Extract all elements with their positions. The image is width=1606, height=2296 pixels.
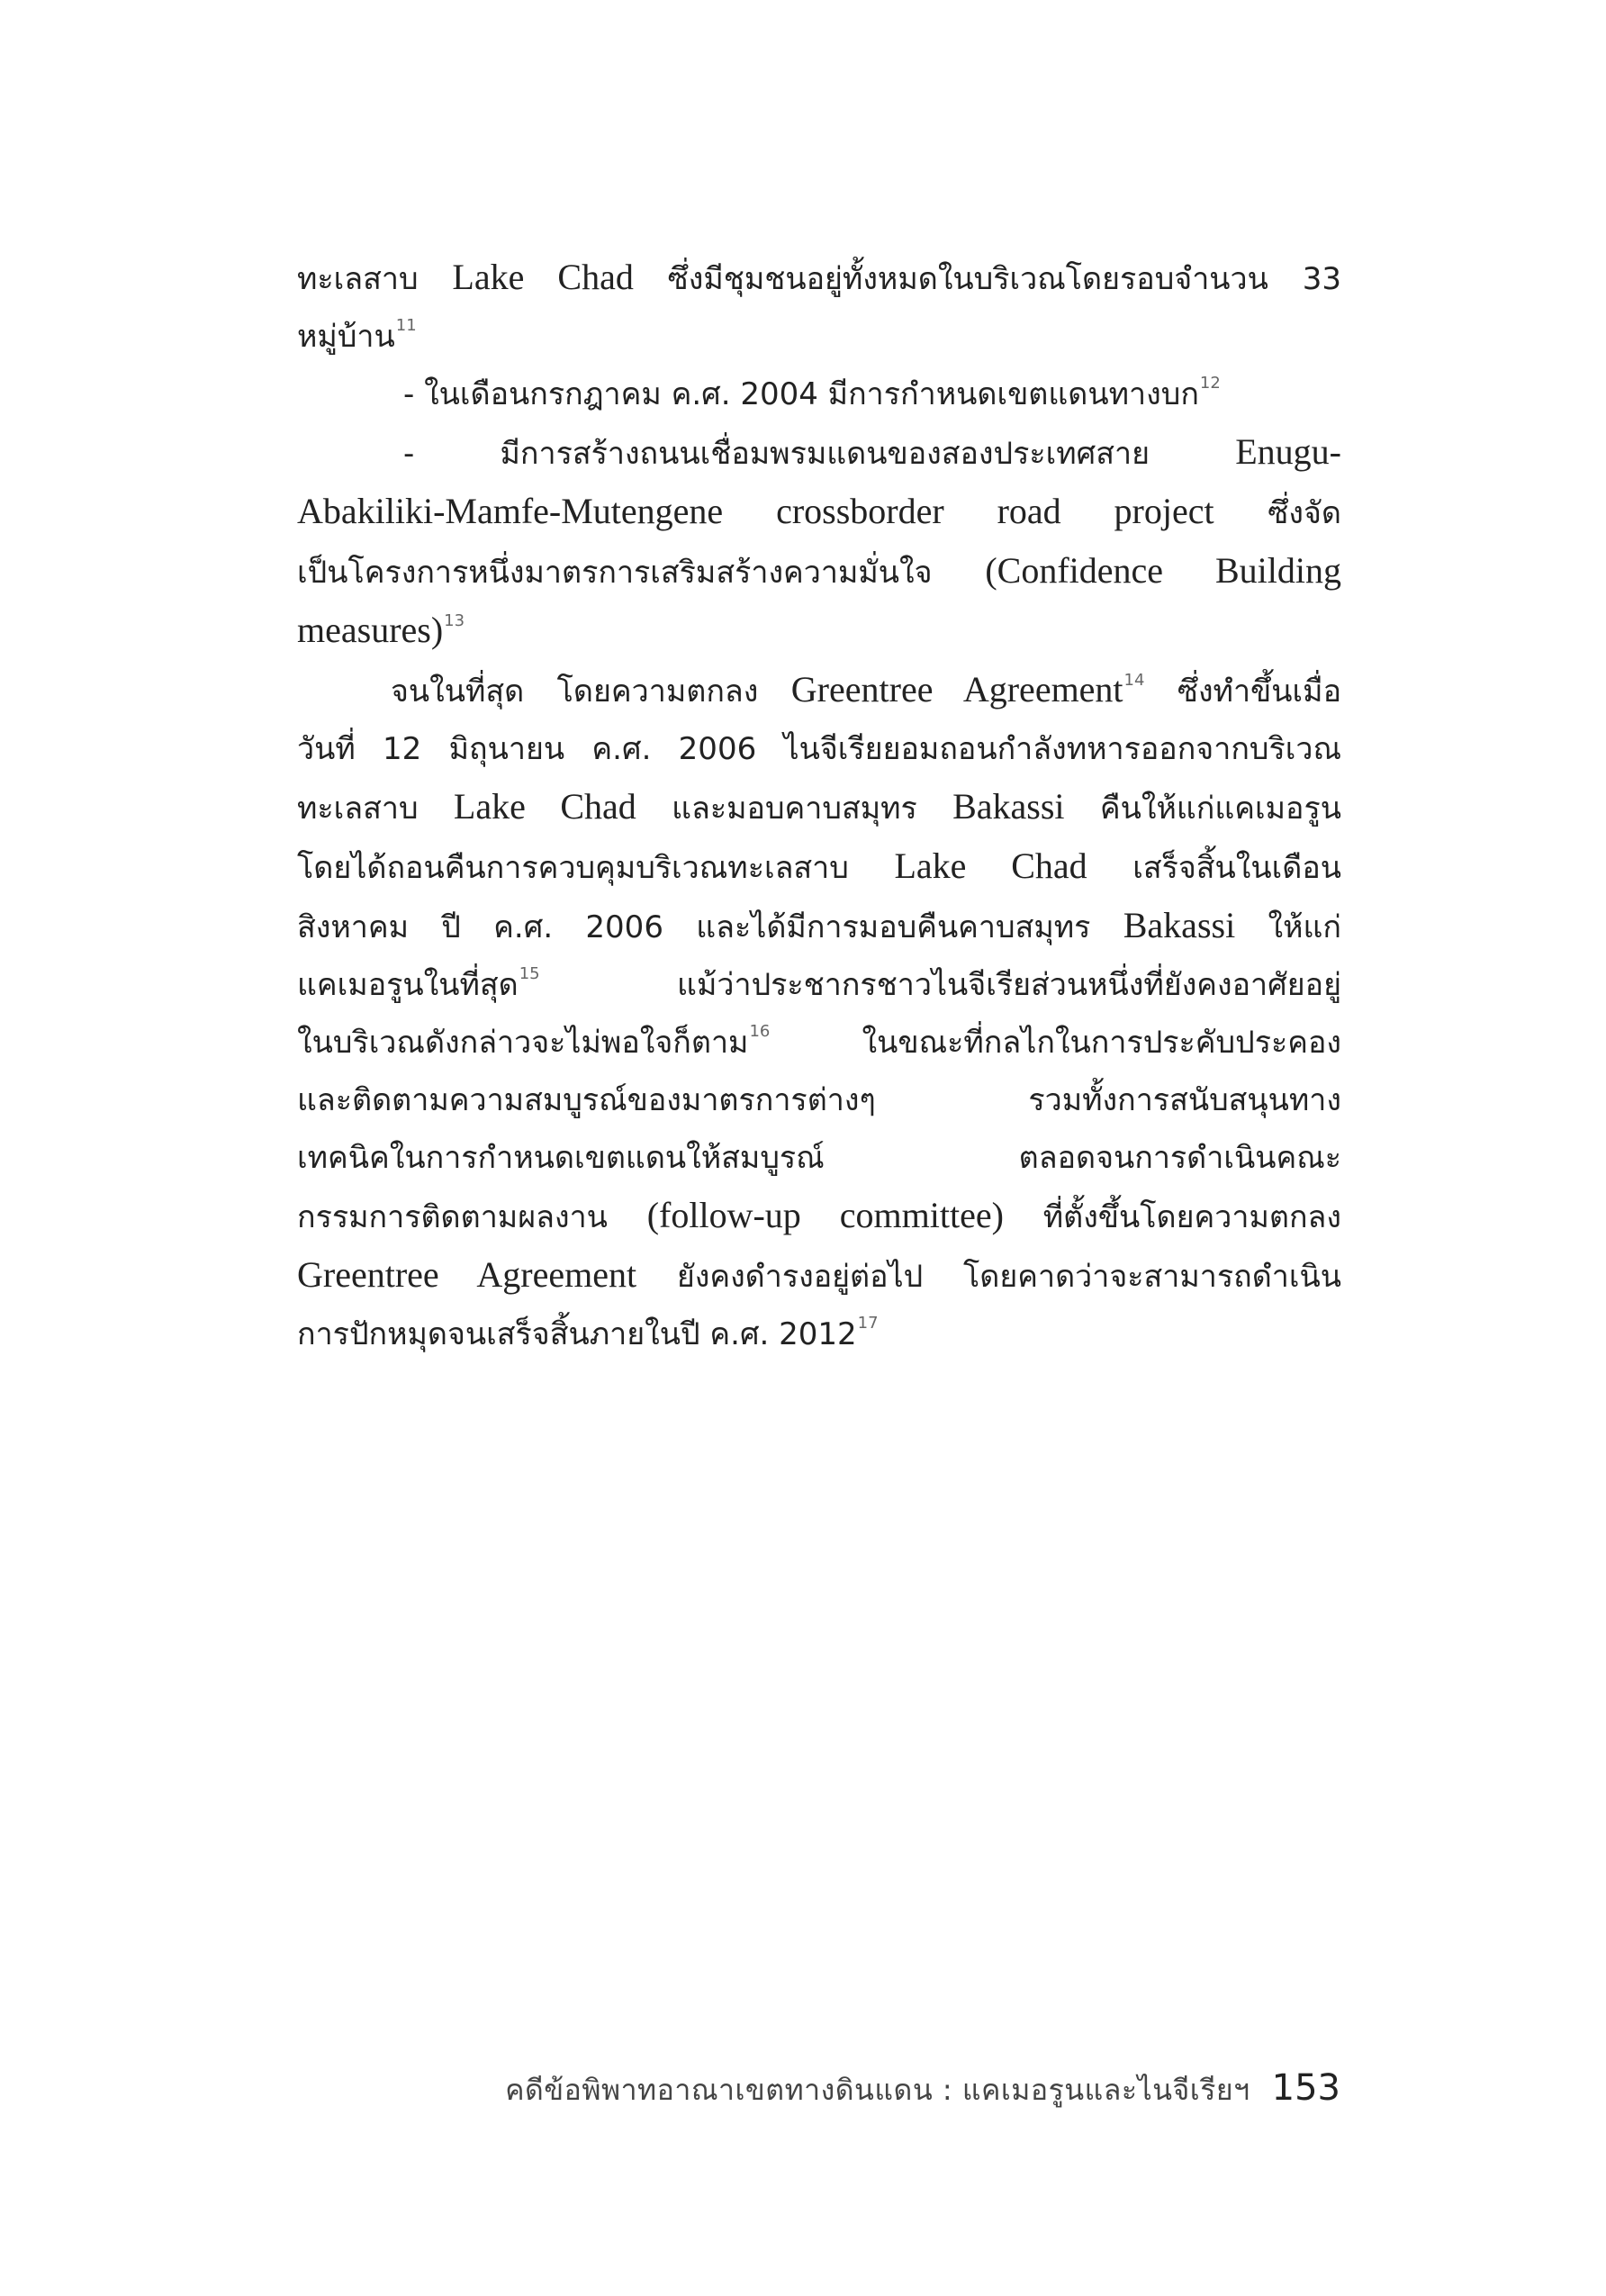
list-item: - มีการสร้างถนนเชื่อมพรมแดนของสองประเทศสาย Enugu- [403, 431, 1341, 472]
text-line: สิงหาคม ปี ค.ศ. 2006 และได้มีการมอบคืนคาบสมุทร Bakassi ให้แก่ [297, 905, 1341, 945]
text-line: และติดตามความสมบูรณ์ของมาตรการต่างๆ รวมทั้งการสนับสนุนทาง [297, 1082, 1341, 1118]
footnote-ref-15: 15 [519, 964, 540, 983]
text-line: ทะเลสาบ Lake Chad ซึ่งมีชุมชนอยู่ทั้งหมดในบริเวณโดยรอบจำนวน 33 [297, 257, 1341, 297]
list-item: - ในเดือนกรกฎาคม ค.ศ. 2004 มีการกำหนดเขตแดนทางบก$^{12}$ [403, 374, 1221, 412]
text-line: กรรมการติดตามผลงาน (follow-up committee) ที่ตั้งขึ้นโดยความตกลง [297, 1195, 1341, 1235]
page-body [297, 249, 1341, 1363]
text-line: หมู่บ้าน$^{11}$ [297, 316, 417, 355]
footnote-ref-14: 14 [1123, 671, 1145, 690]
text-line: Greentree Agreement ยังคงดำรงอยู่ต่อไป โดยคาดว่าจะสามารถดำเนิน [297, 1254, 1341, 1295]
page-footer [505, 2067, 1340, 2113]
footnote-ref-11: 11 [395, 316, 417, 335]
footnote-ref-12: 12 [1199, 374, 1221, 393]
text-line: measures)$^{13}$ [297, 610, 465, 650]
text-line: การปักหมุดจนเสร็จสิ้นภายในปี ค.ศ. 2012$^{17}$ [297, 1314, 879, 1352]
text-line: วันที่ 12 มิถุนายน ค.ศ. 2006 ไนจีเรียยอมถอนกำลังทหารออกจากบริเวณ [297, 731, 1341, 767]
text-line: Abakiliki-Mamfe-Mutengene crossborder road project ซึ่งจัด [297, 491, 1341, 531]
text-line: โดยได้ถอนคืนการควบคุมบริเวณทะเลสาบ Lake Chad เสร็จสิ้นในเดือน [297, 845, 1341, 886]
page-number: 153 [1271, 2067, 1340, 2109]
footnote-ref-17: 17 [857, 1314, 879, 1333]
text-line: เทคนิคในการกำหนดเขตแดนให้สมบูรณ์ ตลอดจนการดำเนินคณะ [297, 1140, 1341, 1176]
footnote-ref-16: 16 [749, 1022, 771, 1041]
footnote-ref-13: 13 [444, 611, 465, 630]
running-title: คดีข้อพิพาทอาณาเขตทางดินแดน : แคเมอรูนและไนจีเรียฯ [505, 2073, 1250, 2107]
text-line: เป็นโครงการหนึ่งมาตรการเสริมสร้างความมั่นใจ (Confidence Building [297, 550, 1341, 591]
text-line: แคเมอรูนในที่สุด$^{15}$ แม้ว่าประชากรชาวไนจีเรียส่วนหนึ่งที่ยังคงอาศัยอยู่ [297, 964, 1341, 1003]
text-line: ทะเลสาบ Lake Chad และมอบคาบสมุทร Bakassi คืนให้แก่แคเมอรูน [297, 786, 1341, 827]
paragraph-first-line: จนในที่สุด โดยความตกลง Greentree Agreement$^{14}$ ซึ่งทำขึ้นเมื่อ [391, 669, 1341, 710]
text-line: ในบริเวณดังกล่าวจะไม่พอใจก็ตาม$^{16}$ ในขณะที่กลไกในการประคับประคอง [297, 1022, 1341, 1061]
